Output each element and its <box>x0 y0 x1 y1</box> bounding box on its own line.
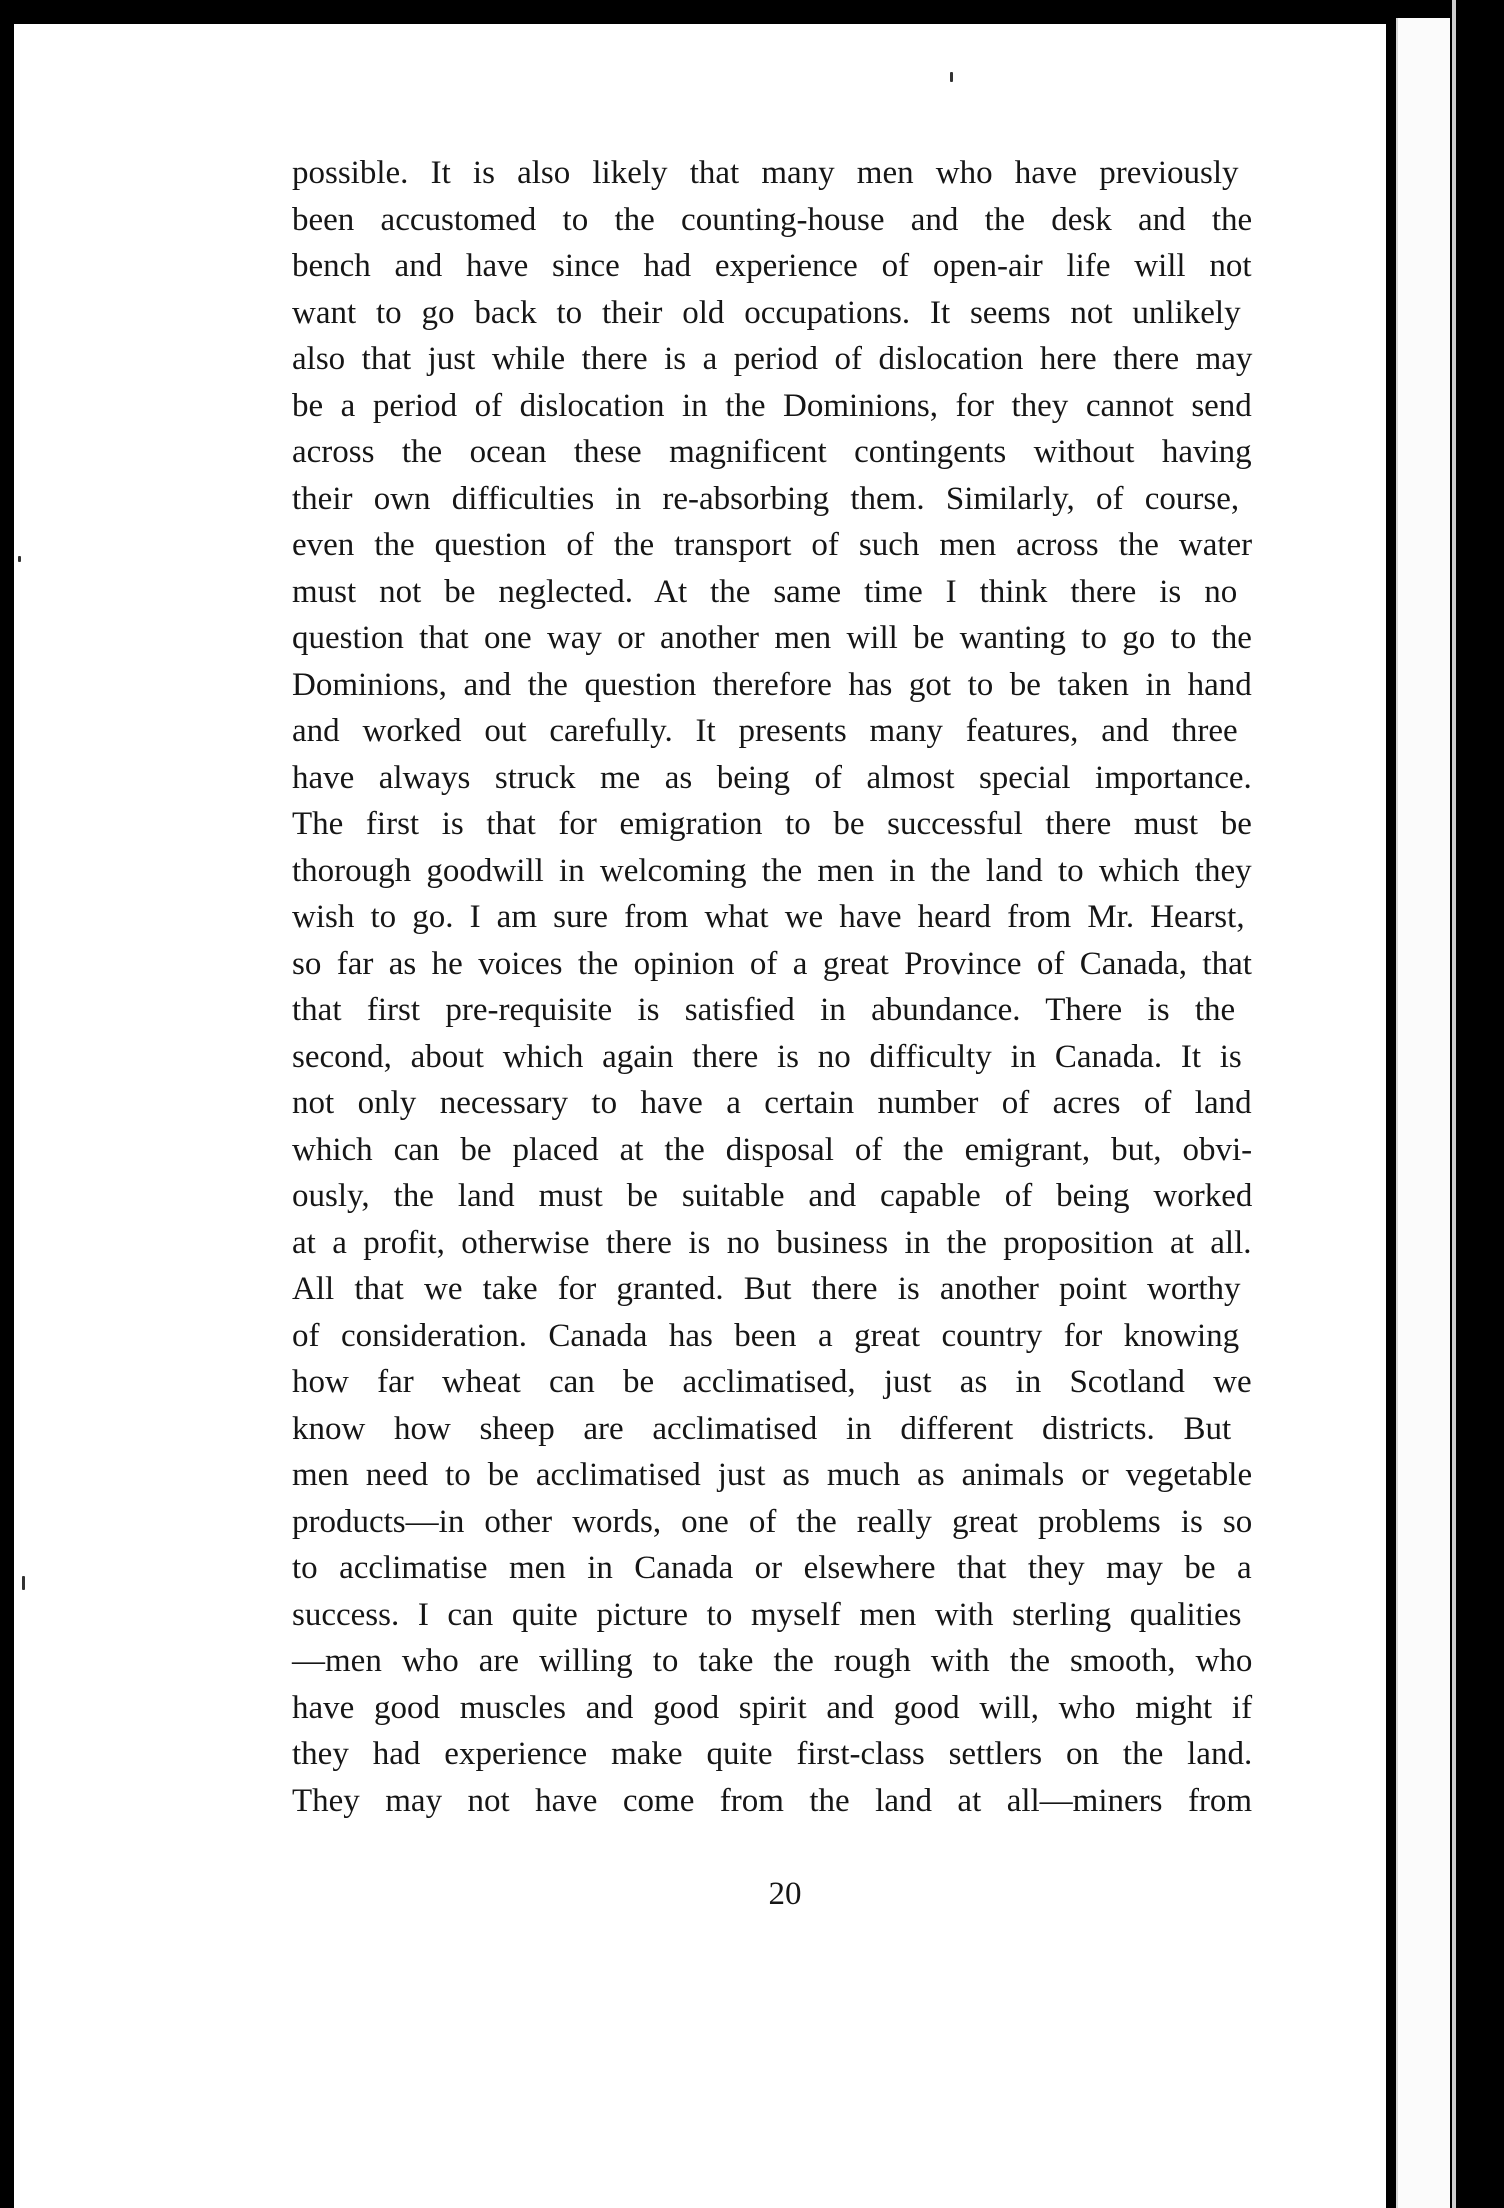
text-line: The first is that for emigration to be successful there must be <box>292 806 1252 842</box>
text-line: thorough goodwill in welcoming the men in the land to which they <box>292 852 1252 889</box>
text-line: have always struck me as being of almost special importance. <box>292 759 1252 796</box>
page-number: 20 <box>768 1876 802 1912</box>
body-text <box>292 150 1252 1824</box>
text-line: of consideration. Canada has been a great country for knowing <box>292 1317 1240 1354</box>
scan-speck <box>18 556 21 562</box>
scan-speck <box>950 72 953 82</box>
text-line: also that just while there is a period of dislocation here there may <box>292 341 1253 377</box>
text-line: been accustomed to the counting-house and the desk and the <box>292 201 1253 238</box>
text-line: products—in other words, one of the really great problems is so <box>292 1503 1253 1540</box>
text-line: wish to go. I am sure from what we have heard from Mr. Hearst, <box>292 899 1245 935</box>
text-line: be a period of dislocation in the Dominions, for they cannot send <box>292 387 1252 424</box>
text-line: how far wheat can be acclimatised, just as in Scotland we <box>292 1364 1252 1400</box>
adjacent-page-edge <box>1396 18 1450 2208</box>
text-line: have good muscles and good spirit and good will, who might if <box>292 1689 1253 1726</box>
text-line: want to go back to their old occupations. It seems not unlikely <box>292 294 1241 331</box>
text-line: They may not have come from the land at all—miners from <box>292 1782 1253 1819</box>
text-line: that first pre-requisite is satisfied in abundance. There is the <box>292 992 1236 1028</box>
text-line: success. I can quite picture to myself men with sterling qualities <box>292 1596 1242 1633</box>
text-line: even the question of the transport of such men across the water <box>292 527 1253 563</box>
text-line: their own difficulties in re-absorbing them. Similarly, of course, <box>292 480 1240 517</box>
text-line: second, about which again there is no difficulty in Canada. It is <box>292 1038 1242 1075</box>
text-line: —men who are willing to take the rough with the smooth, who <box>292 1643 1253 1679</box>
text-line: question that one way or another men will be wanting to go to the <box>292 620 1252 656</box>
text-line: they had experience make quite first-class settlers on the land. <box>292 1736 1253 1772</box>
text-line: not only necessary to have a certain number of acres of land <box>292 1085 1252 1121</box>
text-line: possible. It is also likely that many men who have previously <box>292 155 1239 191</box>
text-line: must not be neglected. At the same time I think there is no <box>292 573 1238 610</box>
text-line: across the ocean these magnificent contingents without having <box>292 434 1252 470</box>
text-line: at a profit, otherwise there is no business in the proposition at all. <box>292 1224 1252 1261</box>
text-line: bench and have since had experience of open-air life will not <box>292 248 1252 284</box>
text-line: know how sheep are acclimatised in different districts. But <box>292 1410 1232 1447</box>
binding-shadow <box>1452 0 1456 2208</box>
text-line: ously, the land must be suitable and capable of being worked <box>292 1178 1253 1214</box>
text-line: which can be placed at the disposal of the emigrant, but, obvi- <box>292 1131 1253 1168</box>
text-line: men need to be acclimatised just as much as animals or vegetable <box>292 1457 1253 1493</box>
text-line: All that we take for granted. But there is another point worthy <box>292 1271 1241 1307</box>
text-line: to acclimatise men in Canada or elsewhere that they may be a <box>292 1550 1252 1586</box>
scan-speck <box>22 1576 25 1590</box>
text-line: Dominions, and the question therefore has got to be taken in hand <box>292 666 1252 703</box>
text-line: and worked out carefully. It presents many features, and three <box>292 713 1238 749</box>
text-line: so far as he voices the opinion of a great Province of Canada, that <box>292 945 1252 982</box>
